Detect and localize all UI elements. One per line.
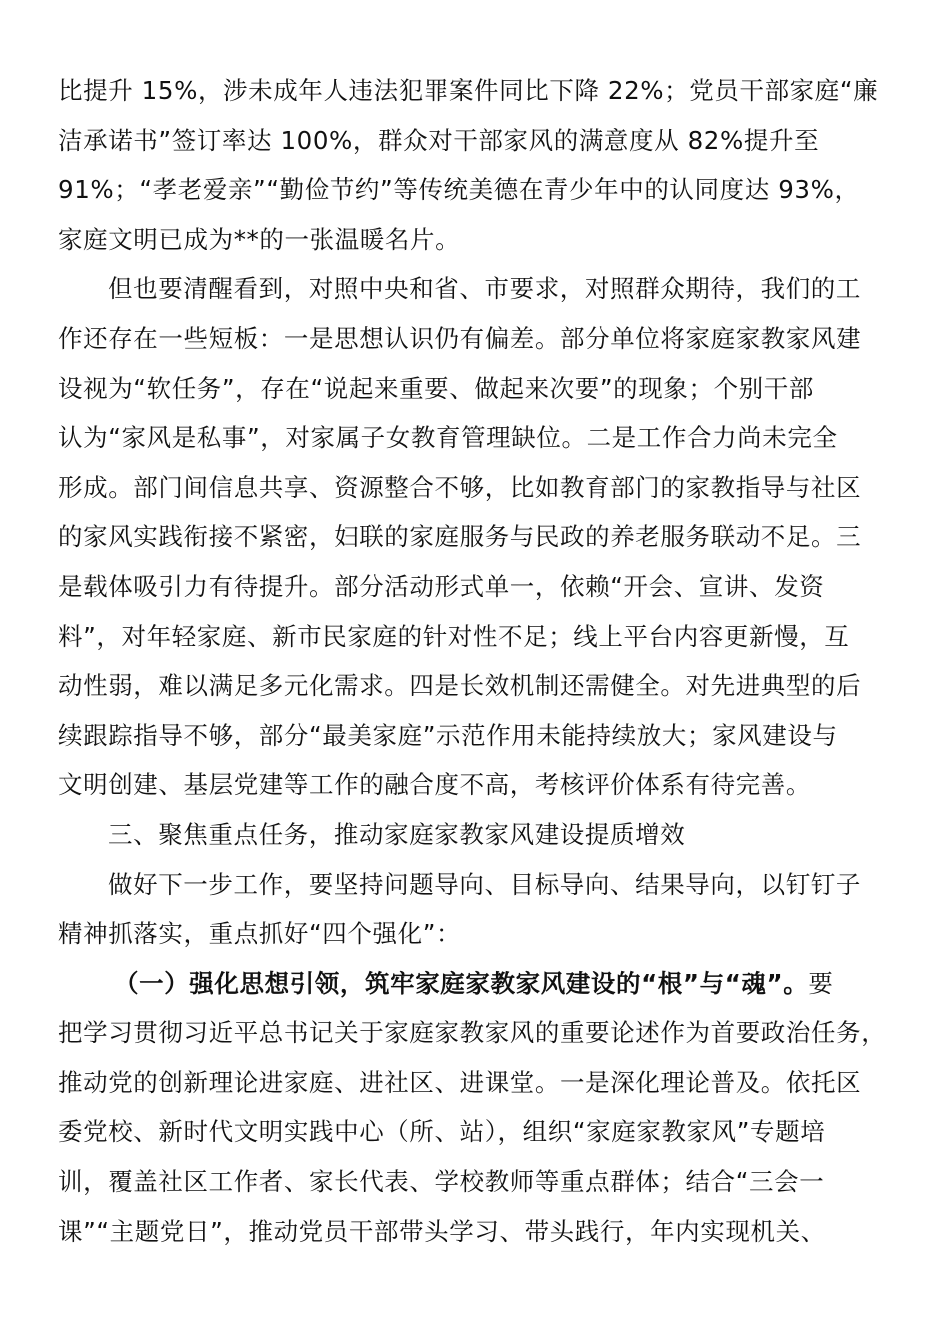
text-line-9: 形成。部门间信息共享、资源整合不够，比如教育部门的家教指导与社区 xyxy=(58,472,862,502)
text-line-6: 作还存在一些短板：一是思想认识仍有偏差。部分单位将家庭家教家风建 xyxy=(58,323,862,353)
text-line-14: 续跟踪指导不够，部分“最美家庭”示范作用未能持续放大；家风建设与 xyxy=(58,720,838,750)
text-line-4: 家庭文明已成为**的一张温暖名片。 xyxy=(58,224,461,254)
text-line-1: 比提升 15%，涉未成年人违法犯罪案件同比下降 22%；党员干部家庭“廉 xyxy=(58,76,879,105)
subsection-heading: （一）强化思想引领，筑牢家庭家教家风建设的“根”与“魂”。 xyxy=(114,968,809,998)
text-line-13: 动性弱，难以满足多元化需求。四是长效机制还需健全。对先进典型的后 xyxy=(58,671,862,701)
text-line-2: 洁承诺书”签订率达 100%，群众对干部家风的满意度从 82%提升至 xyxy=(58,125,820,155)
text-line-5: 但也要清醒看到，对照中央和省、市要求，对照群众期待，我们的工 xyxy=(108,274,861,304)
subsection-heading-tail: 要 xyxy=(808,968,834,998)
text-line-20: 把学习贯彻习近平总书记关于家庭家教家风的重要论述作为首要政治任务， xyxy=(58,1018,887,1048)
text-line-17: 做好下一步工作，要坚持问题导向、目标导向、结果导向，以钉钉子 xyxy=(108,869,861,899)
text-line-8: 认为“家风是私事”，对家属子女教育管理缺位。二是工作合力尚未完全 xyxy=(58,423,838,453)
text-line-18: 精神抓落实，重点抓好“四个强化”： xyxy=(58,919,462,949)
text-line-15: 文明创建、基层党建等工作的融合度不高，考核评价体系有待完善。 xyxy=(58,770,811,800)
text-line-23: 训，覆盖社区工作者、家长代表、学校教师等重点群体；结合“三会一 xyxy=(58,1167,825,1197)
text-line-21: 推动党的创新理论进家庭、进社区、进课堂。一是深化理论普及。依托区 xyxy=(58,1067,862,1097)
text-line-24: 课”“主题党日”，推动党员干部带头学习、带头践行，年内实现机关、 xyxy=(58,1216,826,1246)
subsection-heading-line xyxy=(58,959,888,1009)
text-line-7: 设视为“软任务”，存在“说起来重要、做起来次要”的现象；个别干部 xyxy=(58,373,814,403)
text-line-22: 委党校、新时代文明实践中心（所、站），组织“家庭家教家风”专题培 xyxy=(58,1117,826,1147)
text-line-3: 91%；“孝老爱亲”“勤俭节约”等传统美德在青少年中的认同度达 93%， xyxy=(58,175,860,205)
text-line-12: 料”，对年轻家庭、新市民家庭的针对性不足；线上平台内容更新慢，互 xyxy=(58,621,850,651)
text-line-11: 是载体吸引力有待提升。部分活动形式单一，依赖“开会、宣讲、发资 xyxy=(58,571,825,601)
section-heading: 三、聚焦重点任务，推动家庭家教家风建设提质增效 xyxy=(108,819,686,849)
text-line-10: 的家风实践衔接不紧密，妇联的家庭服务与民政的养老服务联动不足。三 xyxy=(58,522,862,552)
